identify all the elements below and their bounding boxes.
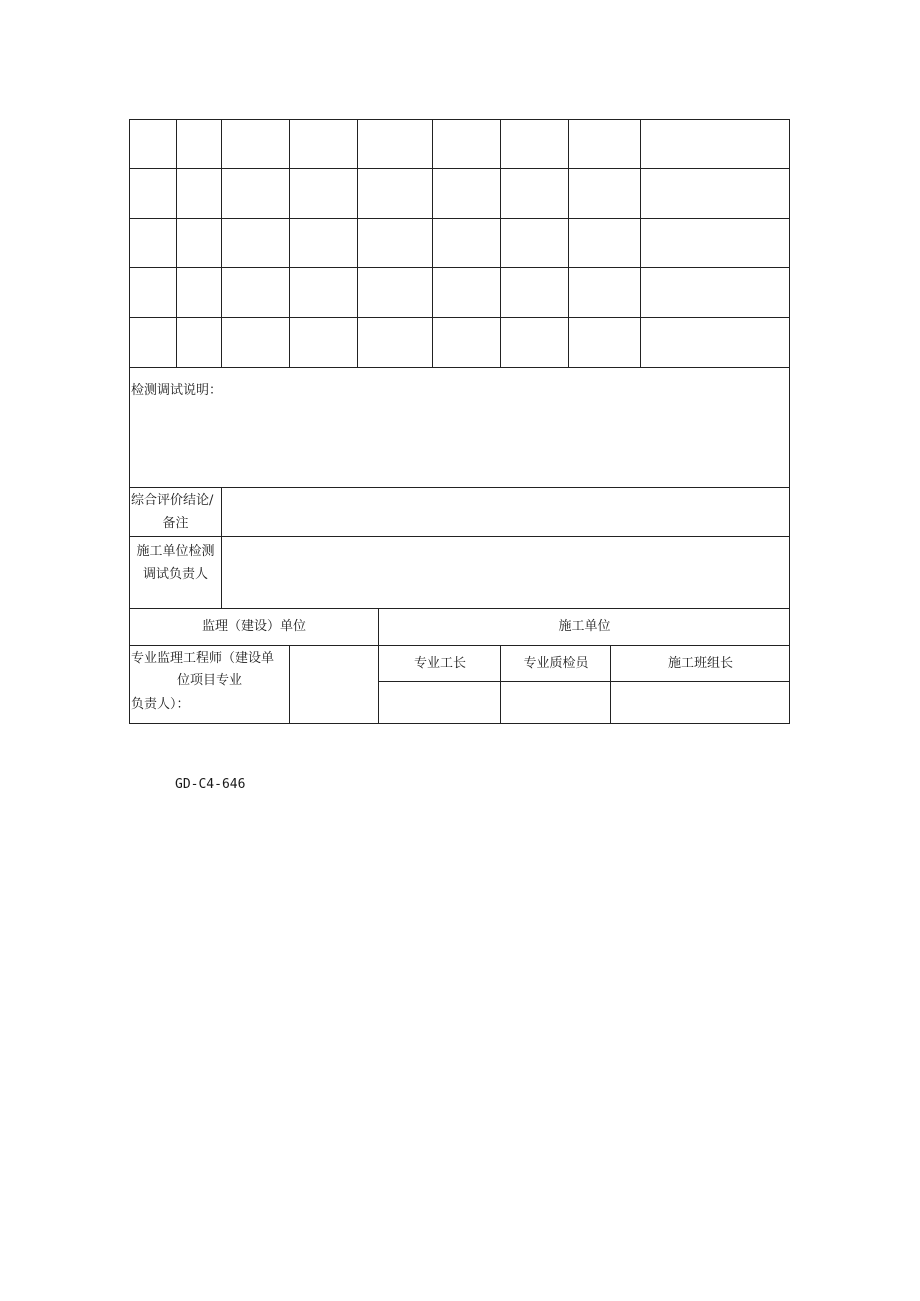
grid-cell[interactable] — [177, 219, 222, 268]
grid-cell[interactable] — [222, 169, 290, 219]
grid-cell[interactable] — [641, 119, 790, 169]
test-description-label: 检测调试说明： — [131, 383, 223, 398]
test-description-cell[interactable] — [129, 368, 790, 488]
grid-cell[interactable] — [358, 219, 433, 268]
grid-cell[interactable] — [177, 268, 222, 318]
grid-cell[interactable] — [433, 219, 501, 268]
grid-cell[interactable] — [641, 318, 790, 368]
contractor-lead-value-cell[interactable] — [222, 537, 790, 609]
contractor-lead-line1: 施工单位检测 — [136, 544, 215, 559]
grid-cell[interactable] — [501, 318, 569, 368]
grid-cell[interactable] — [222, 268, 290, 318]
grid-cell[interactable] — [290, 268, 358, 318]
team-leader-header: 施工班组长 — [667, 656, 733, 671]
inspector-header: 专业质检员 — [523, 656, 589, 671]
inspector-signature-cell[interactable] — [501, 682, 611, 724]
grid-cell[interactable] — [358, 268, 433, 318]
grid-cell[interactable] — [501, 119, 569, 169]
supervisor-signature-cell[interactable] — [290, 646, 379, 724]
grid-cell[interactable] — [177, 119, 222, 169]
grid-cell[interactable] — [501, 219, 569, 268]
grid-cell[interactable] — [129, 169, 177, 219]
form-code: GD-C4-646 — [175, 777, 246, 792]
grid-cell[interactable] — [501, 169, 569, 219]
grid-cell[interactable] — [433, 268, 501, 318]
grid-cell[interactable] — [129, 119, 177, 169]
grid-cell[interactable] — [641, 268, 790, 318]
grid-cell[interactable] — [433, 169, 501, 219]
grid-cell[interactable] — [129, 318, 177, 368]
grid-cell[interactable] — [433, 119, 501, 169]
grid-cell[interactable] — [501, 268, 569, 318]
grid-cell[interactable] — [569, 318, 641, 368]
contractor-lead-line2: 调试负责人 — [142, 567, 208, 582]
supervisor-label-line1: 专业监理工程师（建设单 — [131, 651, 275, 666]
grid-cell[interactable] — [641, 169, 790, 219]
evaluation-label-line2: 备注 — [162, 516, 189, 531]
foreman-signature-cell[interactable] — [379, 682, 501, 724]
grid-cell[interactable] — [358, 318, 433, 368]
grid-cell[interactable] — [569, 219, 641, 268]
supervisor-label-line2: 位项目专业 — [176, 673, 242, 688]
grid-cell[interactable] — [569, 268, 641, 318]
grid-cell[interactable] — [569, 119, 641, 169]
grid-cell[interactable] — [358, 119, 433, 169]
grid-cell[interactable] — [569, 169, 641, 219]
grid-cell[interactable] — [641, 219, 790, 268]
construction-unit-header: 施工单位 — [558, 619, 611, 634]
grid-cell[interactable] — [290, 169, 358, 219]
supervisor-label-line3: 负责人）： — [131, 697, 190, 712]
grid-cell[interactable] — [222, 219, 290, 268]
grid-cell[interactable] — [177, 318, 222, 368]
grid-cell[interactable] — [358, 169, 433, 219]
team-leader-signature-cell[interactable] — [611, 682, 790, 724]
grid-cell[interactable] — [177, 169, 222, 219]
grid-cell[interactable] — [290, 219, 358, 268]
grid-cell[interactable] — [290, 318, 358, 368]
grid-cell[interactable] — [433, 318, 501, 368]
supervision-unit-header: 监理（建设）单位 — [201, 619, 306, 634]
evaluation-value-cell[interactable] — [222, 488, 790, 537]
grid-cell[interactable] — [290, 119, 358, 169]
evaluation-label-line1: 综合评价结论/ — [131, 493, 214, 508]
grid-cell[interactable] — [222, 119, 290, 169]
foreman-header: 专业工长 — [413, 656, 466, 671]
grid-cell[interactable] — [222, 318, 290, 368]
grid-cell[interactable] — [129, 219, 177, 268]
grid-cell[interactable] — [129, 268, 177, 318]
